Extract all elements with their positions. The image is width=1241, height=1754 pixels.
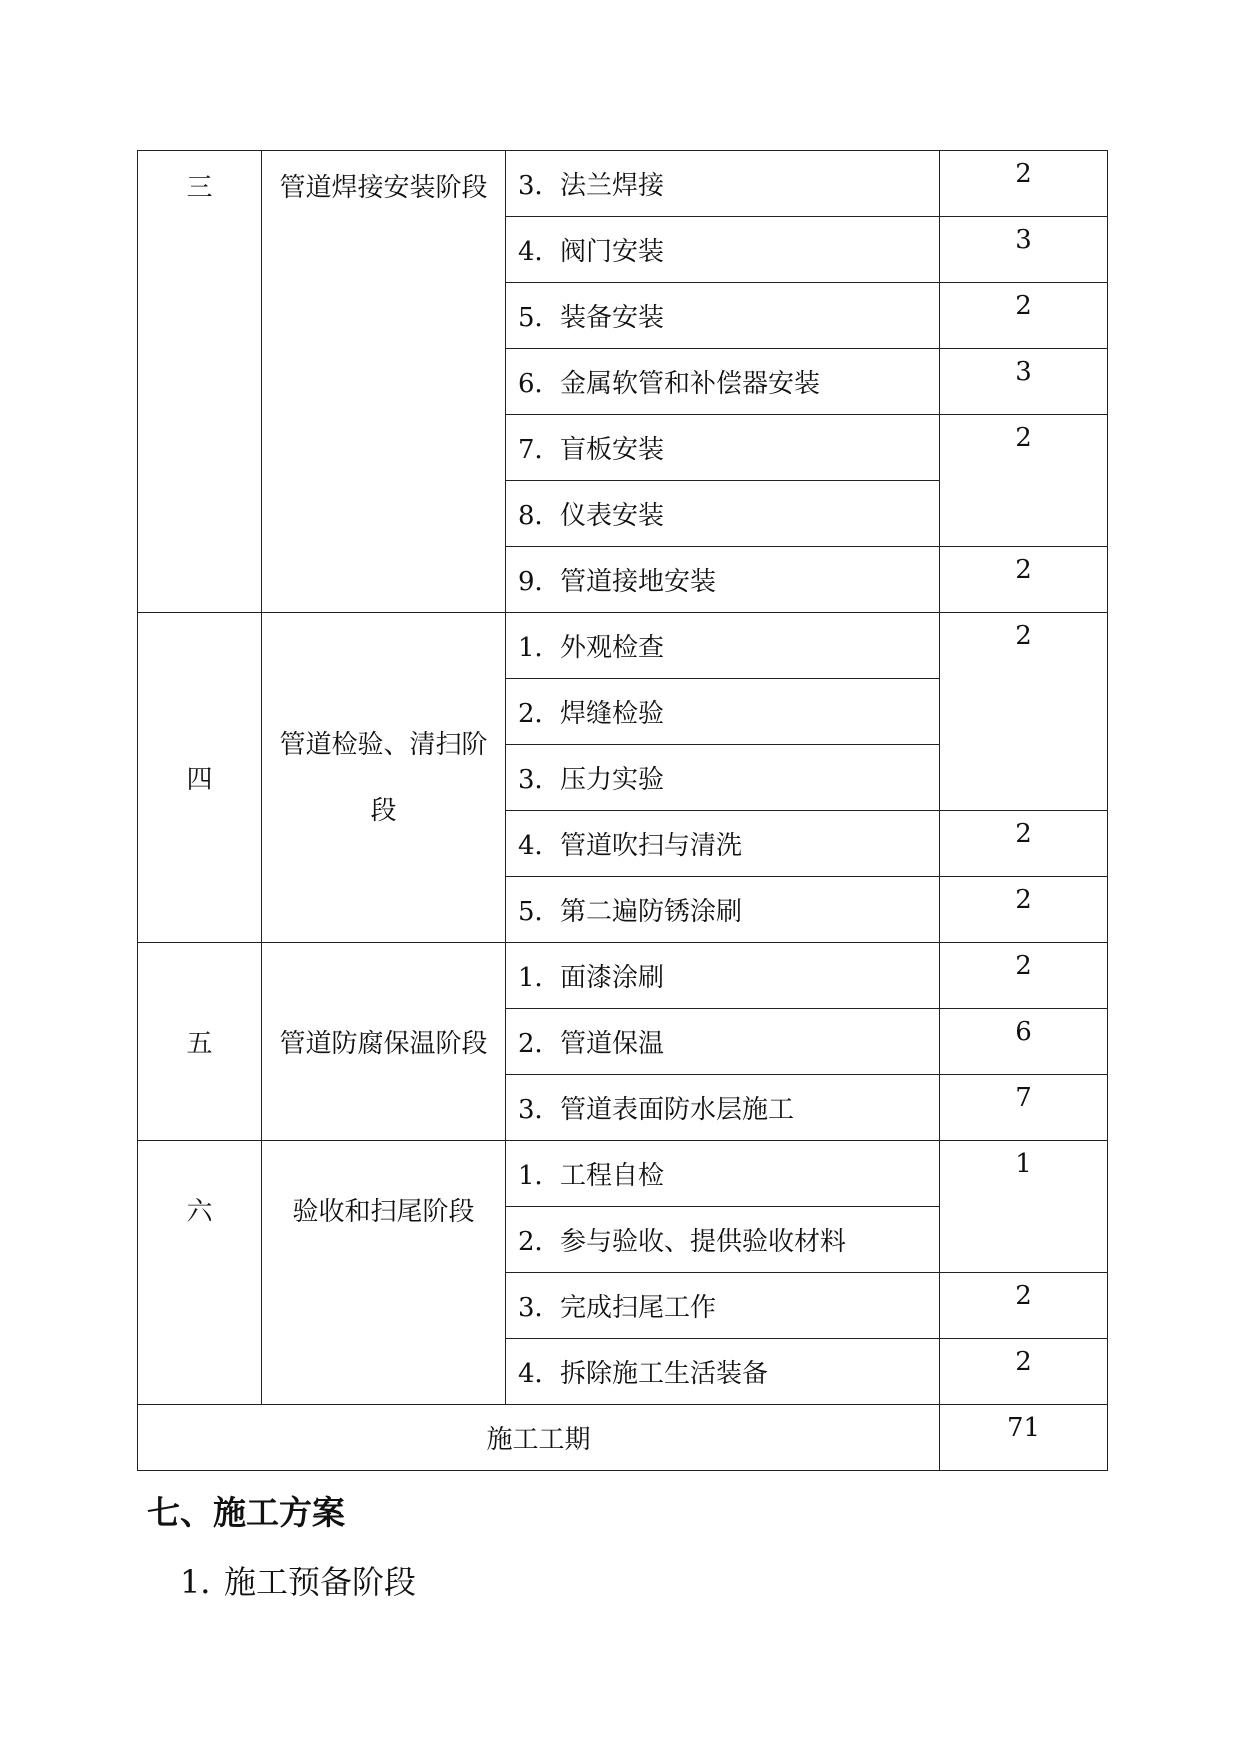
task-days: 2: [940, 613, 1108, 811]
task-name: 金属软管和补偿器安装: [560, 369, 821, 399]
task-cell: [506, 1207, 940, 1273]
task-days: 3: [940, 349, 1108, 415]
task-name: 焊缝检验: [560, 699, 665, 729]
task-name: 压力实验: [560, 765, 665, 795]
task-days: 2: [940, 1339, 1108, 1405]
task-days: 6: [940, 1009, 1108, 1075]
task-days: 3: [940, 217, 1108, 283]
task-name: 阀门安装: [560, 237, 665, 267]
task-cell: [506, 877, 940, 943]
task-name: 工程自检: [560, 1161, 665, 1191]
table-row: [138, 151, 1108, 217]
task-number: 1．: [518, 963, 561, 993]
task-name: 外观检查: [560, 633, 665, 663]
task-number: 3．: [518, 765, 561, 795]
stage-number: 四: [138, 613, 262, 943]
stage-number: 五: [138, 943, 262, 1141]
task-number: 3．: [518, 1293, 561, 1323]
total-label: 施工工期: [138, 1405, 940, 1471]
task-cell: [506, 679, 940, 745]
task-name: 面漆涂刷: [560, 963, 665, 993]
task-days: 2: [940, 811, 1108, 877]
subsection-number: 1．: [180, 1563, 233, 1601]
total-days: 71: [940, 1405, 1108, 1471]
task-name: 管道吹扫与清洗: [560, 831, 743, 861]
task-number: 9．: [518, 567, 561, 597]
task-cell: [506, 811, 940, 877]
task-cell: [506, 1009, 940, 1075]
section-heading: 七、施工方案: [147, 1493, 345, 1532]
table-row: [138, 943, 1108, 1009]
task-number: 2．: [518, 699, 561, 729]
task-name: 管道表面防水层施工: [560, 1095, 795, 1125]
task-cell: [506, 613, 940, 679]
task-number: 1．: [518, 1161, 561, 1191]
task-name: 第二遍防锈涂刷: [560, 897, 743, 927]
task-cell: [506, 547, 940, 613]
task-cell: [506, 151, 940, 217]
task-days: 2: [940, 943, 1108, 1009]
table-row-total: [138, 1405, 1108, 1471]
task-number: 6．: [518, 369, 561, 399]
subsection-title: 施工预备阶段: [224, 1563, 417, 1601]
construction-schedule-table: [137, 150, 1108, 1471]
task-number: 2．: [518, 1227, 561, 1257]
task-cell: [506, 415, 940, 481]
stage-number: 三: [138, 151, 262, 613]
task-number: 4．: [518, 831, 561, 861]
subsection-heading: [180, 1557, 416, 1603]
task-cell: [506, 349, 940, 415]
task-number: 8．: [518, 501, 561, 531]
task-name: 管道保温: [560, 1029, 665, 1059]
task-number: 4．: [518, 1359, 561, 1389]
task-days: 2: [940, 283, 1108, 349]
task-name: 法兰焊接: [560, 171, 665, 201]
task-name: 参与验收、提供验收材料: [560, 1227, 847, 1257]
task-cell: [506, 1339, 940, 1405]
task-cell: [506, 217, 940, 283]
task-cell: [506, 745, 940, 811]
task-number: 3．: [518, 171, 561, 201]
task-name: 仪表安装: [560, 501, 665, 531]
task-number: 4．: [518, 237, 561, 267]
task-cell: [506, 283, 940, 349]
task-number: 2．: [518, 1029, 561, 1059]
task-name: 完成扫尾工作: [560, 1293, 717, 1323]
task-number: 5．: [518, 897, 561, 927]
task-name: 装备安装: [560, 303, 665, 333]
task-cell: [506, 1141, 940, 1207]
task-days: 2: [940, 415, 1108, 547]
task-days: 2: [940, 151, 1108, 217]
stage-name: 管道防腐保温阶段: [262, 943, 506, 1141]
task-number: 3．: [518, 1095, 561, 1125]
task-name: 盲板安装: [560, 435, 665, 465]
task-number: 7．: [518, 435, 561, 465]
stage-name: 验收和扫尾阶段: [262, 1141, 506, 1405]
stage-number: 六: [138, 1141, 262, 1405]
task-days: 2: [940, 877, 1108, 943]
task-cell: [506, 481, 940, 547]
task-cell: [506, 943, 940, 1009]
task-name: 拆除施工生活装备: [560, 1359, 769, 1389]
task-days: 2: [940, 1273, 1108, 1339]
task-cell: [506, 1273, 940, 1339]
table-row: [138, 1141, 1108, 1207]
task-days: 2: [940, 547, 1108, 613]
stage-name: 管道焊接安装阶段: [262, 151, 506, 613]
table-row: [138, 613, 1108, 679]
task-days: 7: [940, 1075, 1108, 1141]
task-number: 1．: [518, 633, 561, 663]
stage-name: 管道检验、清扫阶段: [262, 613, 506, 943]
task-number: 5．: [518, 303, 561, 333]
task-name: 管道接地安装: [560, 567, 717, 597]
task-cell: [506, 1075, 940, 1141]
task-days: 1: [940, 1141, 1108, 1273]
